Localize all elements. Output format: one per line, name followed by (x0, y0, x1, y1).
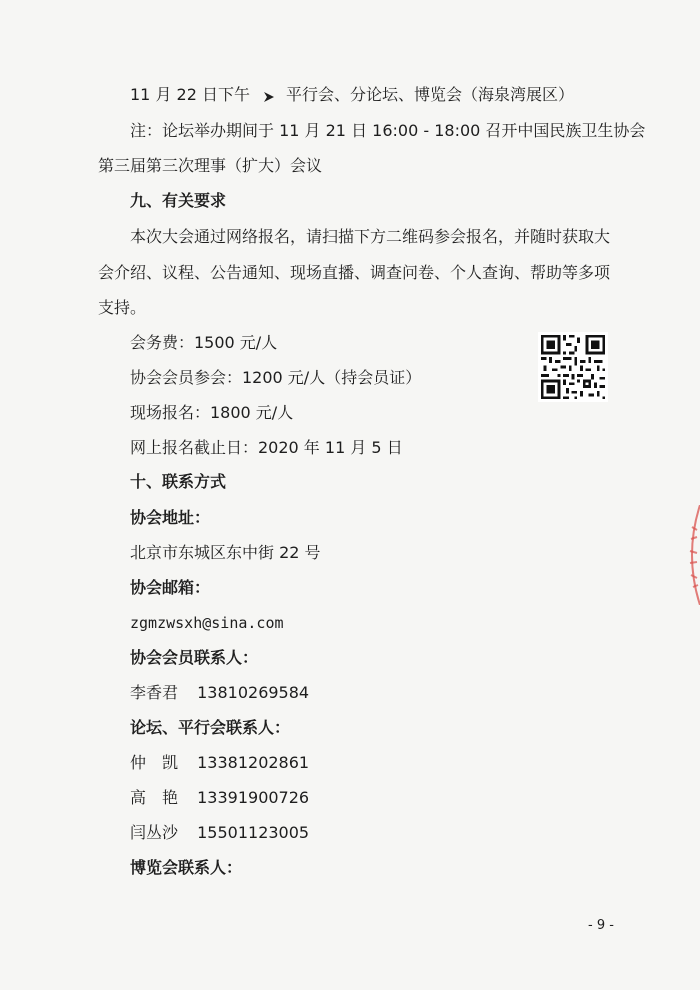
contact-phone: 13810269584 (197, 683, 310, 702)
requirements-para-line-2: 会介绍、议程、公告通知、现场直播、调查问卷、个人查询、帮助等多项 (98, 263, 611, 282)
page-number: - 9 - (588, 918, 614, 933)
fee-item: 现场报名：1800 元/人 (130, 403, 294, 422)
contact-row (130, 682, 309, 704)
email-value[interactable]: zgmzwsxh@sina.com (130, 614, 284, 632)
member-contact-label: 协会会员联系人： (130, 648, 259, 667)
address-label: 协会地址： (130, 508, 211, 527)
contact-row (130, 787, 309, 809)
contact-name: 李香君 (130, 683, 179, 702)
fee-item: 会务费：1500 元/人 (130, 333, 278, 352)
address-value: 北京市东城区东中街 22 号 (130, 543, 321, 562)
forum-contact-label: 论坛、平行会联系人： (130, 718, 291, 737)
schedule-time: 11 月 22 日下午 (130, 85, 250, 104)
qr-code-icon[interactable] (538, 332, 608, 402)
expo-contact-label: 博览会联系人： (130, 858, 243, 877)
fee-item: 网上报名截止日：2020 年 11 月 5 日 (130, 438, 403, 457)
contact-name: 闫丛沙 (130, 823, 179, 842)
contact-phone: 13381202861 (197, 753, 310, 772)
schedule-line (130, 84, 574, 106)
requirements-para-line-1: 本次大会通过网络报名，请扫描下方二维码参会报名，并随时获取大 (130, 227, 611, 246)
email-label: 协会邮箱： (130, 578, 211, 597)
note-line-2: 第三届第三次理事（扩大）会议 (98, 156, 323, 175)
contact-name: 高 艳 (130, 788, 179, 807)
contact-phone: 13391900726 (197, 788, 310, 807)
arrow-right-icon (264, 92, 274, 102)
contact-row (130, 822, 309, 844)
contact-heading: 十、联系方式 (130, 472, 227, 491)
requirements-heading: 九、有关要求 (130, 191, 227, 210)
fee-item: 协会会员参会：1200 元/人（持会员证） (130, 368, 422, 387)
contact-name: 仲 凯 (130, 753, 179, 772)
requirements-para-line-3: 支持。 (98, 298, 147, 317)
contact-row (130, 752, 309, 774)
seal-stamp-edge (678, 505, 700, 605)
note-line-1: 注：论坛举办期间于 11 月 21 日 16:00 - 18:00 召开中国民族卫生协会 (130, 121, 646, 140)
contact-phone: 15501123005 (197, 823, 310, 842)
schedule-events: 平行会、分论坛、博览会（海泉湾展区） (285, 85, 574, 104)
